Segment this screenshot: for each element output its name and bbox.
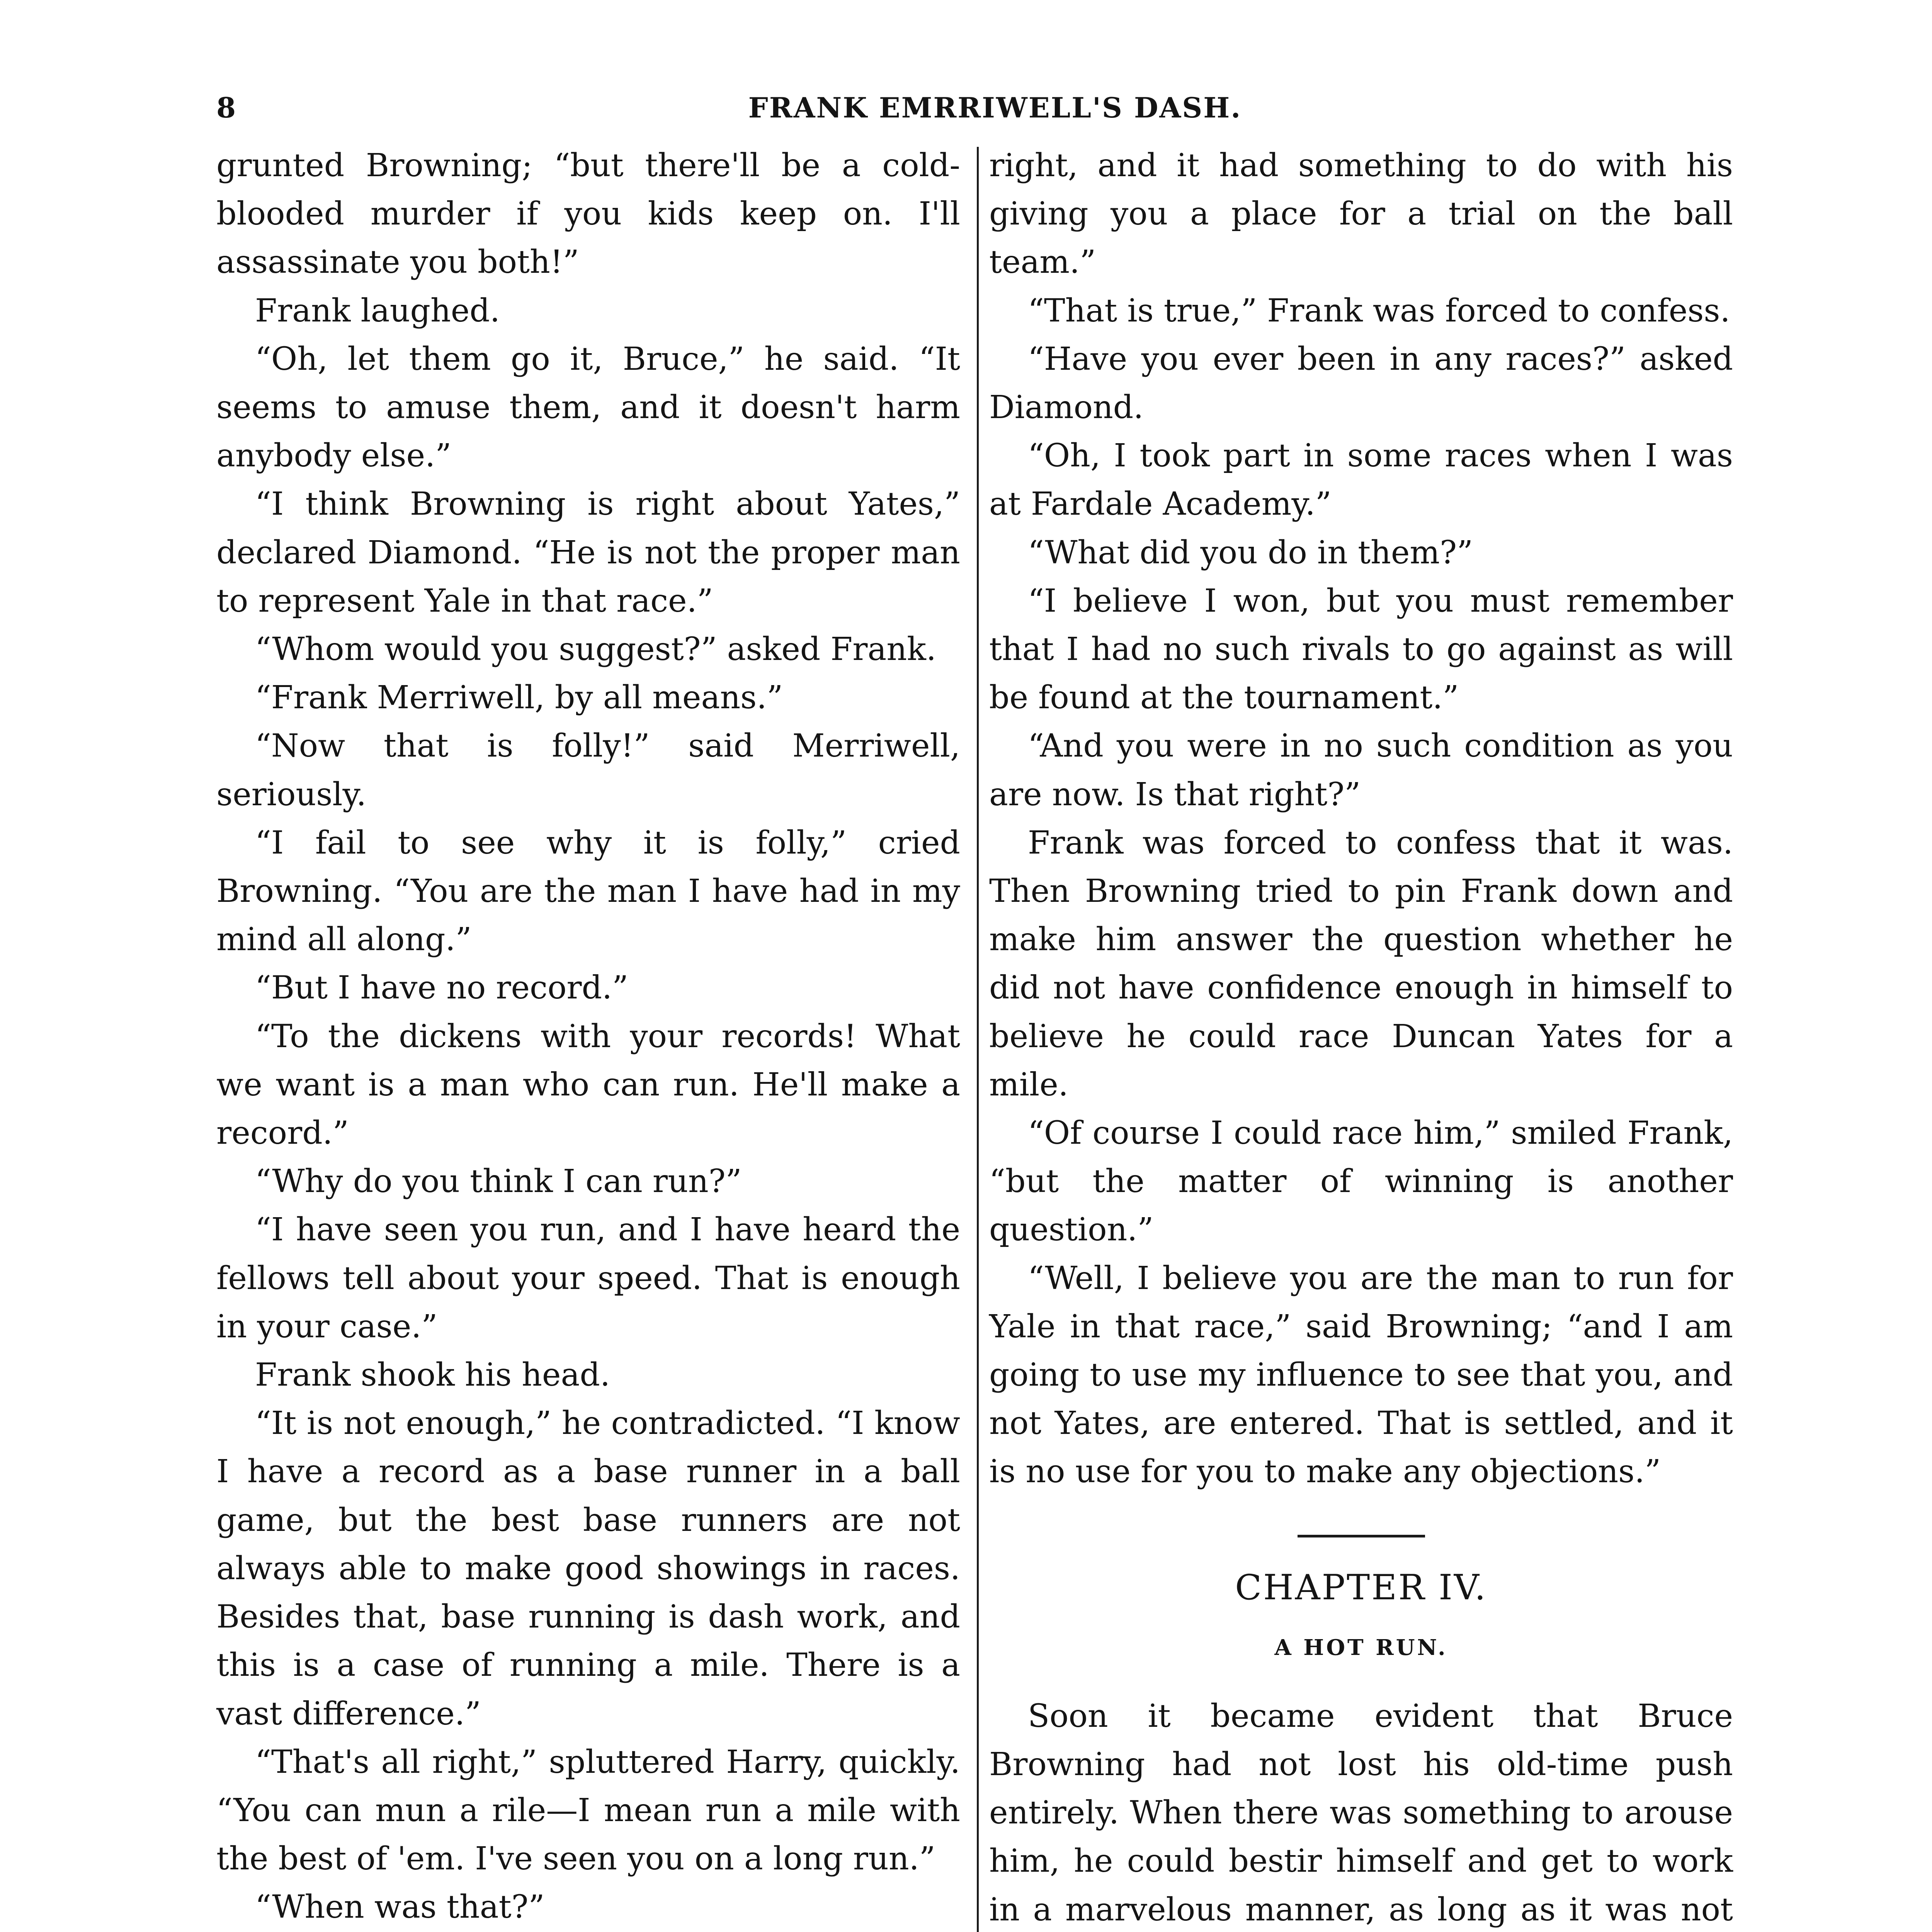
page-header <box>216 91 1774 141</box>
chapter-title: CHAPTER IV. <box>1235 1567 1487 1608</box>
paragraph: “Have you ever been in any races?” asked Diamond. <box>989 340 1733 426</box>
paragraph: “Why do you think I can run?” <box>255 1163 742 1200</box>
paragraph: “To the dickens with your records! What we want is a man who can run. He'll make a record.” <box>216 1018 960 1152</box>
paragraph: “Oh, I took part in some races when I was at Fardale Academy.” <box>989 437 1733 523</box>
paragraph: “I fail to see why it is folly,” cried Browning. “You are the man I have had in my mind all along.” <box>216 824 960 958</box>
paragraph: “That is true,” Frank was forced to confess. <box>1028 292 1730 329</box>
paragraph: “Now that is folly!” said Merriwell, seriously. <box>216 728 960 813</box>
paragraph: “Whom would you suggest?” asked Frank. <box>255 631 936 668</box>
paragraph: “Of course I could race him,” smiled Frank, “but the matter of winning is another question.” <box>989 1115 1733 1248</box>
paragraph: “That's all right,” spluttered Harry, quickly. “You can mun a rile—I mean run a mile with the best of 'em. I've seen you on a long run.” <box>216 1743 960 1878</box>
paragraph: “I believe I won, but you must remember that I had no such rivals to go against as will be found at the tournament.” <box>989 582 1733 716</box>
paragraph: Frank was forced to confess that it was. Then Browning tried to pin Frank down and make him answer the question whether he did not have confidence enough in himself to believe he could race Duncan Yates for a mile. <box>989 824 1733 1103</box>
paragraph: Frank laughed. <box>255 292 500 329</box>
paragraph: “I have seen you run, and I have heard the fellows tell about your speed. That is enough in your case.” <box>216 1211 960 1345</box>
column-divider <box>977 147 979 1932</box>
paragraph: right, and it had something to do with his giving you a place for a trial on the ball team.” <box>989 147 1733 281</box>
page-number: 8 <box>216 91 236 124</box>
right-column <box>989 141 1733 1932</box>
paragraph: “I think Browning is right about Yates,” declared Diamond. “He is not the proper man to represent Yale in that race.” <box>216 486 960 619</box>
paragraph: “Well, I believe you are the man to run for Yale in that race,” said Browning; “and I am going to use my influence to see that you, and not Yates, are entered. That is settled, and it is no use for you to make any objections.” <box>989 1260 1733 1490</box>
chapter-separator-rule <box>1298 1535 1425 1537</box>
paragraph: “Oh, let them go it, Bruce,” he said. “It seems to amuse them, and it doesn't harm anybody else.” <box>216 340 960 474</box>
paragraph: “What did you do in them?” <box>1028 534 1473 571</box>
paragraph: “Frank Merriwell, by all means.” <box>255 679 783 716</box>
paragraph: “And you were in no such condition as you are now. Is that right?” <box>989 728 1733 813</box>
paragraph: Frank shook his head. <box>255 1357 610 1394</box>
paragraph: Soon it became evident that Bruce Browning had not lost his old-time push entirely. When there was something to arouse him, he could bestir himself and get to work in a marvelous manner, as long as it was not <box>989 1697 1733 1928</box>
left-column <box>216 141 960 1932</box>
paragraph: grunted Browning; “but there'll be a cold-blooded murder if you kids keep on. I'll assassinate you both!” <box>216 147 960 281</box>
running-title: FRANK EMRRIWELL'S DASH. <box>748 91 1242 124</box>
paragraph: “But I have no record.” <box>255 969 629 1007</box>
chapter-subtitle: A HOT RUN. <box>1274 1634 1448 1660</box>
paragraph: “When was that?” <box>255 1889 545 1926</box>
paragraph: “It is not enough,” he contradicted. “I know I have a record as a base runner in a ball game, but the best base runners are not always able to make good showings in races. Besides that, base running is dash work, and this is a case of running a mile. There is a vast difference.” <box>216 1405 960 1732</box>
